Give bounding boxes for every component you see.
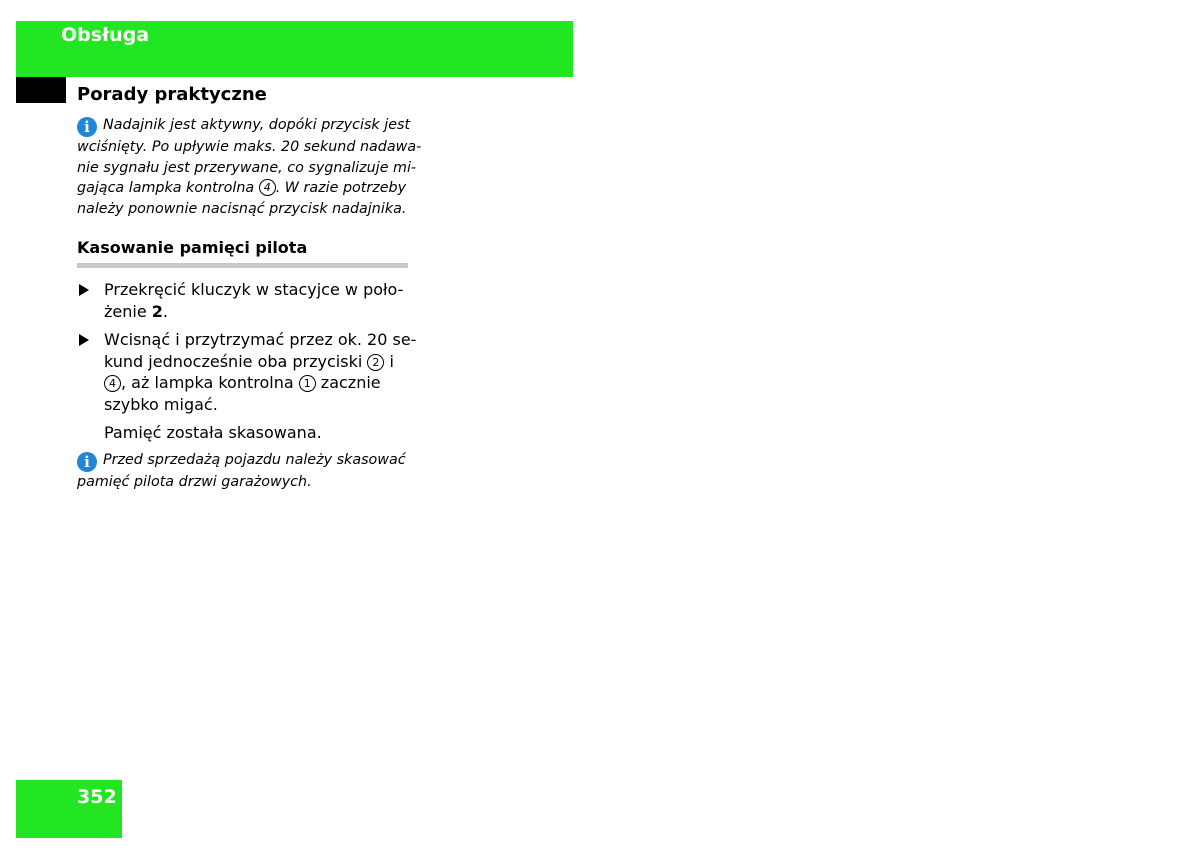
note1-line1: Nadajnik jest aktywny, dopóki przycisk jest: [103, 117, 411, 133]
step2-line3b: zacznie: [315, 373, 381, 393]
step-result: Pamięć została skasowana.: [104, 423, 322, 443]
step1-position: 2: [151, 301, 163, 321]
steps-list: [77, 279, 417, 444]
step1-line1: Przekręcić kluczyk w stacyjce w poło-: [104, 280, 404, 300]
header-title: Obsługa: [61, 24, 150, 46]
step2-line1: Wcisnąć i przytrzymać przez ok. 20 se-: [104, 330, 417, 350]
step-item-2: [77, 329, 417, 415]
section-title: Porady praktyczne: [77, 84, 267, 105]
note1-line4a: gająca lampka kontrolna: [77, 180, 259, 197]
triangle-bullet-icon: [79, 334, 89, 346]
info-icon: i: [77, 117, 97, 137]
note2-line2: pamięć pilota drzwi garażowych.: [77, 473, 312, 490]
step2-line2b: i: [384, 351, 394, 371]
note1-line3: nie sygnału jest przerywane, co sygnalizuje mi-: [77, 159, 417, 176]
section-tab-marker: [16, 77, 66, 103]
triangle-bullet-icon: [79, 284, 89, 296]
info-icon: i: [77, 452, 97, 472]
info-note-2: [77, 450, 408, 493]
callout-number-4: 4: [104, 375, 121, 392]
note1-line5: należy ponownie nacisnąć przycisk nadajnika.: [77, 200, 407, 217]
content-column: [77, 115, 422, 492]
step1-line2b: .: [162, 301, 168, 321]
note1-line2: wciśnięty. Po upływie maks. 20 sekund nadawa-: [77, 139, 422, 155]
callout-number-4: 4: [259, 179, 276, 196]
step2-line4: szybko migać.: [104, 394, 218, 414]
subsection-heading: Kasowanie pamięci pilota: [77, 237, 408, 268]
step-item-1: [77, 279, 408, 322]
step1-line2a: żenie: [104, 301, 152, 321]
note1-line4b: . W razie potrzeby: [275, 180, 407, 197]
note2-line1: Przed sprzedażą pojazdu należy skasować: [103, 451, 406, 468]
step2-line3a: , aż lampka kontrolna: [121, 373, 299, 393]
step2-line2a: kund jednocześnie oba przyciski: [104, 351, 368, 371]
page-number: 352: [77, 786, 117, 808]
callout-number-2: 2: [367, 354, 384, 371]
callout-number-1: 1: [299, 375, 316, 392]
info-note-1: [77, 115, 422, 219]
